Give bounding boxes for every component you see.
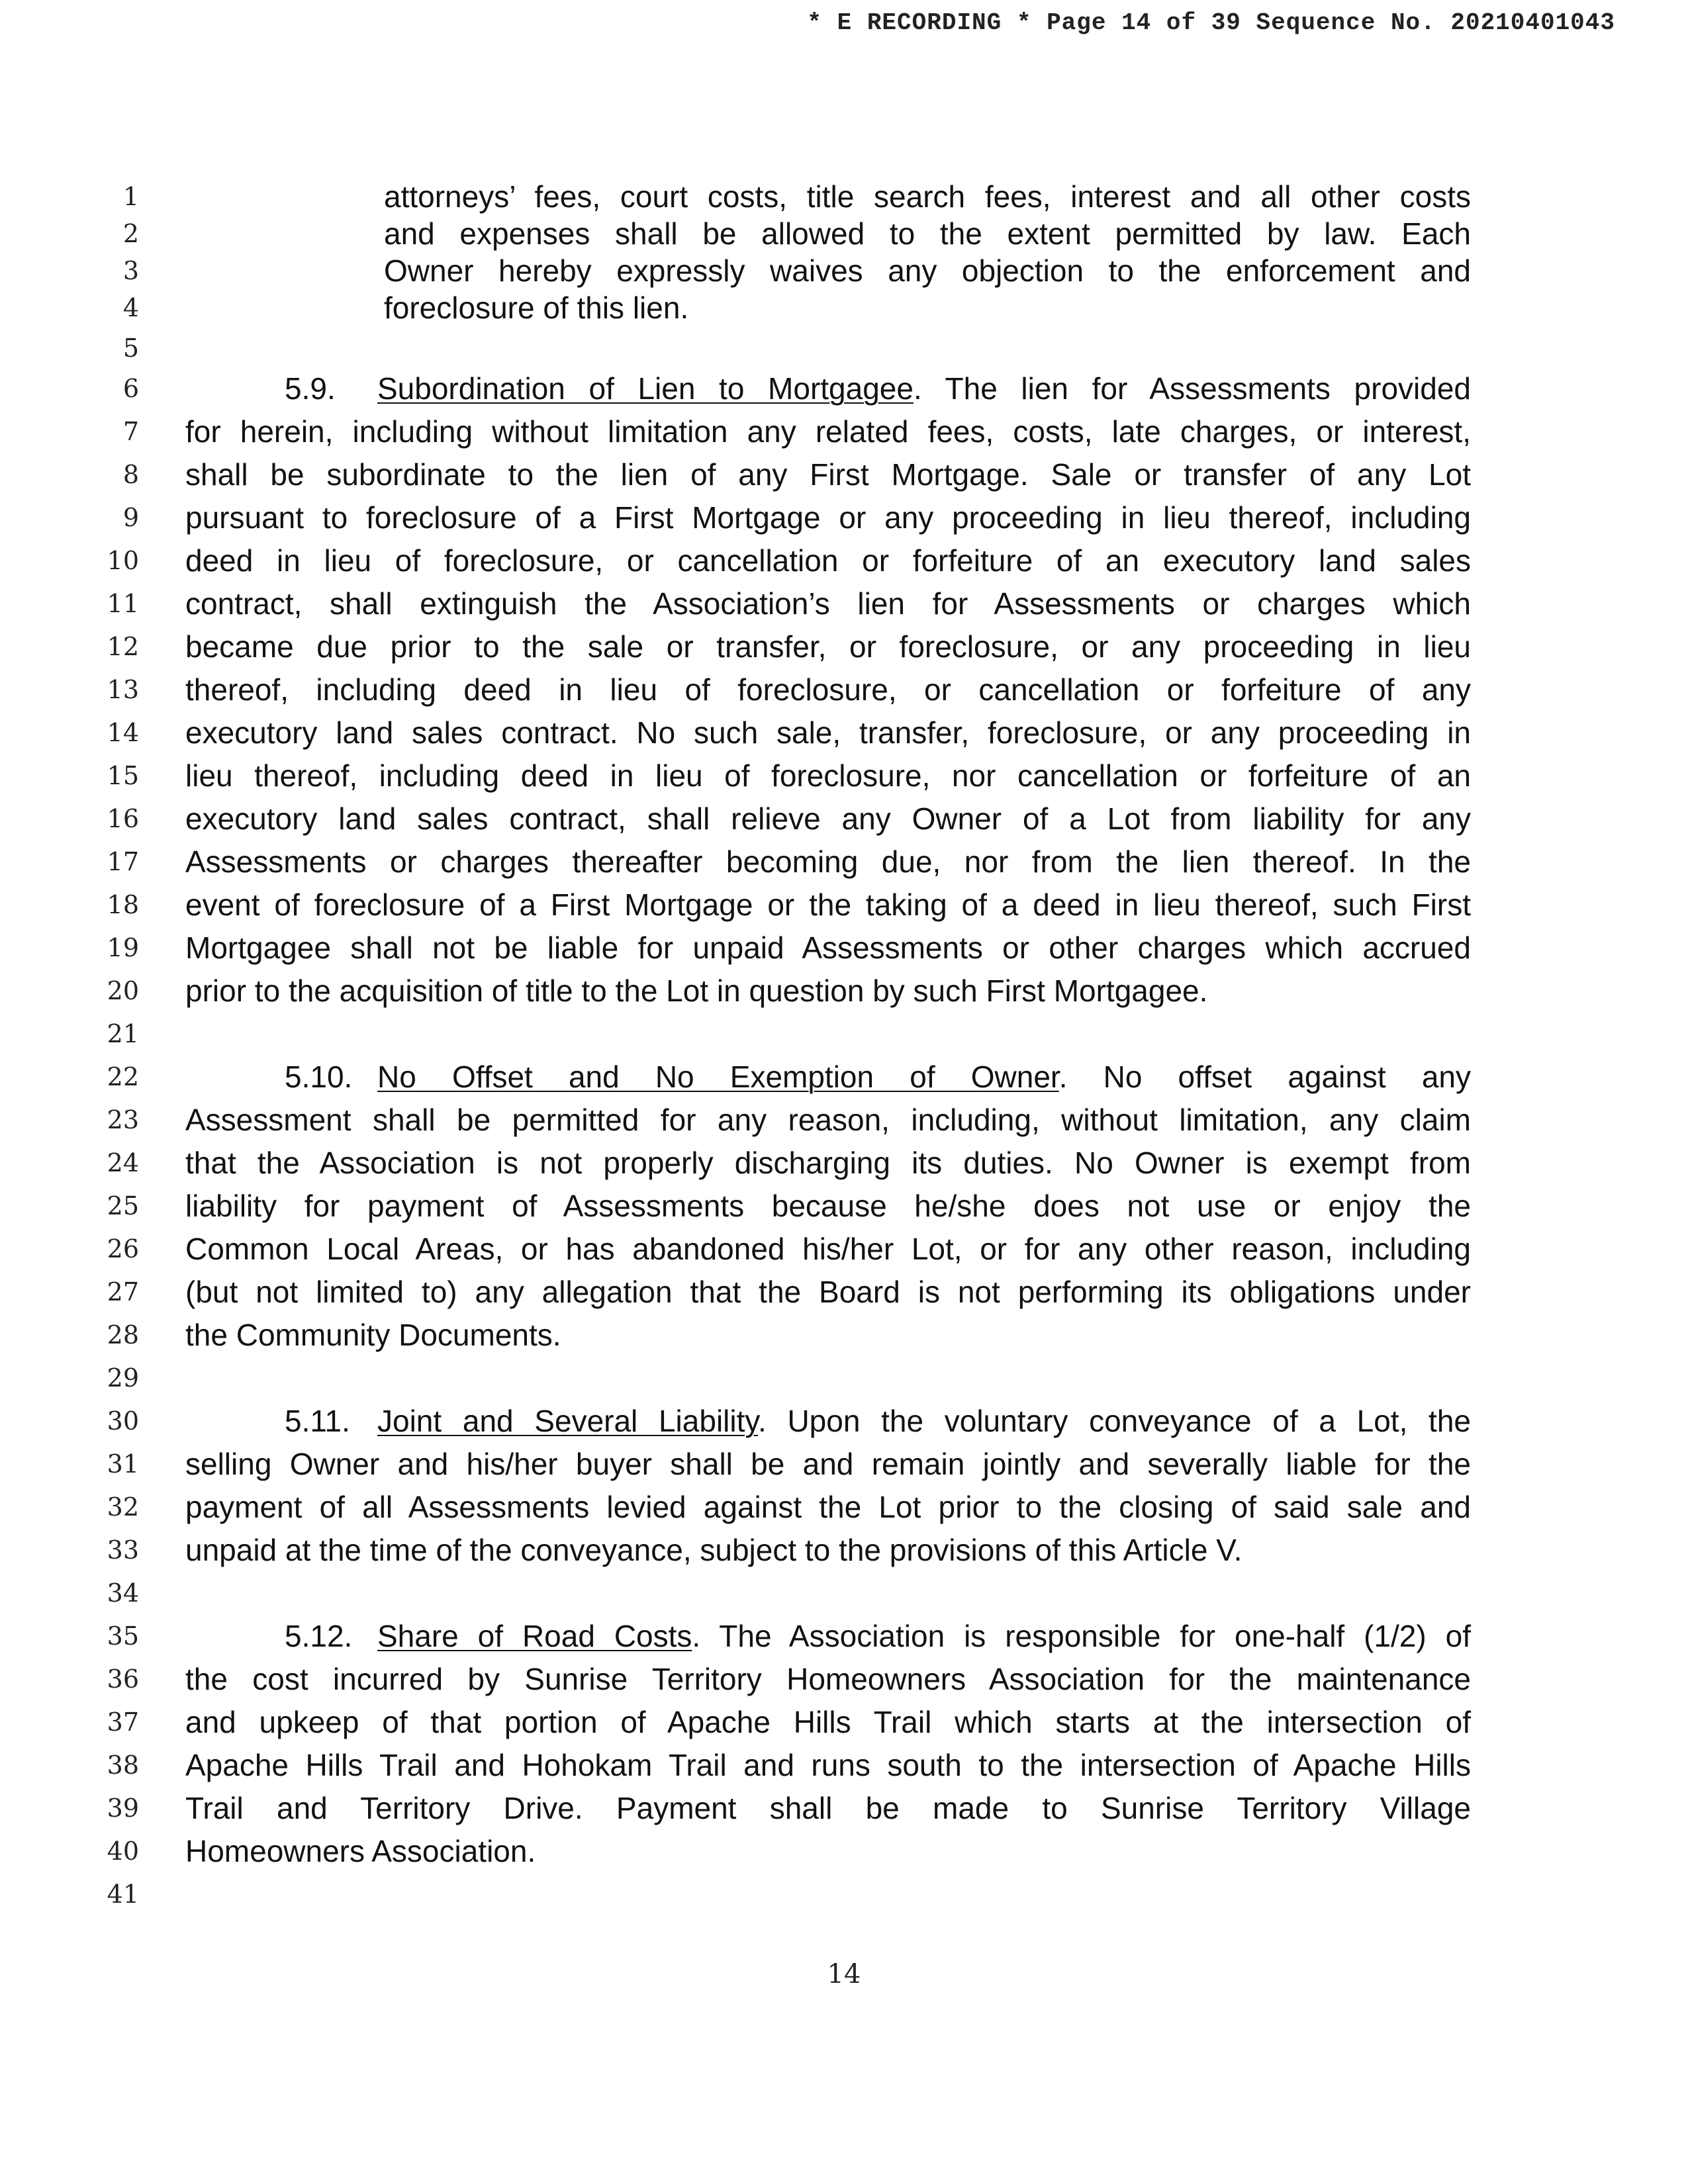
line-number: 24	[107, 1148, 139, 1177]
line-text: Trail and Territory Drive. Payment shall be made to Sunrise Territory Village	[185, 1791, 1471, 1825]
line-text: contract, shall extinguish the Association’s lien for Assessments or charges which	[185, 586, 1471, 621]
section-lead-text: . No offset against any	[1058, 1060, 1471, 1094]
line-text: selling Owner and his/her buyer shall be and remain jointly and severally liable for the	[185, 1447, 1471, 1481]
document-line	[0, 453, 1688, 496]
line-number: 10	[107, 546, 139, 575]
document-line	[0, 287, 1688, 329]
document-line	[0, 1271, 1688, 1313]
document-line	[0, 1013, 1688, 1055]
line-text: for herein, including without limitation any related fees, costs, late charges, or interest,	[185, 414, 1471, 449]
document-line	[0, 327, 1688, 369]
line-number: 19	[107, 933, 139, 962]
line-text	[285, 1056, 1471, 1098]
line-number: 37	[107, 1707, 139, 1737]
line-number: 8	[122, 460, 139, 489]
document-line	[0, 1701, 1688, 1743]
line-number: 7	[122, 417, 139, 446]
line-text: shall be subordinate to the lien of any First Mortgage. Sale or transfer of any Lot	[185, 457, 1471, 492]
document-line	[0, 539, 1688, 582]
line-text: the cost incurred by Sunrise Territory Homeowners Association for the maintenance	[185, 1662, 1471, 1696]
page-number: 14	[827, 1959, 861, 1989]
line-text: Common Local Areas, or has abandoned his/her Lot, or for any other reason, including	[185, 1232, 1471, 1266]
line-text: Mortgagee shall not be liable for unpaid Assessments or other charges which accrued	[185, 931, 1471, 965]
line-number: 17	[107, 847, 139, 876]
section-number: 5.11.	[285, 1404, 350, 1438]
line-number: 36	[107, 1664, 139, 1694]
line-text	[285, 1400, 1471, 1442]
line-text: payment of all Assessments levied against the Lot prior to the closing of said sale and	[185, 1490, 1471, 1524]
line-number: 18	[107, 890, 139, 919]
section-number: 5.12.	[285, 1619, 353, 1653]
line-text: deed in lieu of foreclosure, or cancellation or forfeiture of an executory land sales	[185, 543, 1471, 578]
section-lead-text: . Upon the voluntary conveyance of a Lot, the	[757, 1404, 1471, 1438]
line-number: 5	[122, 334, 139, 363]
document-line	[0, 884, 1688, 926]
line-number: 3	[122, 256, 139, 285]
line-number: 27	[107, 1277, 139, 1306]
line-text: executory land sales contract. No such sale, transfer, foreclosure, or any proceeding in	[185, 715, 1471, 750]
recording-header: * E RECORDING * Page 14 of 39 Sequence No. 20210401043	[807, 9, 1615, 36]
document-line	[0, 496, 1688, 539]
document-line	[0, 1572, 1688, 1614]
document-line	[0, 711, 1688, 754]
line-number: 1	[122, 182, 139, 211]
line-number: 11	[107, 589, 139, 618]
line-number: 22	[107, 1062, 139, 1091]
section-heading-line	[0, 367, 1688, 410]
document-line	[0, 1185, 1688, 1227]
line-text: foreclosure of this lien.	[384, 291, 689, 325]
document-line	[0, 927, 1688, 969]
line-number: 9	[122, 503, 139, 532]
document-line	[0, 1830, 1688, 1872]
line-text: executory land sales contract, shall relieve any Owner of a Lot from liability for any	[185, 801, 1471, 836]
document-line	[0, 212, 1688, 255]
line-number: 23	[107, 1105, 139, 1134]
line-text	[285, 367, 1471, 410]
line-text: Assessments or charges thereafter becoming due, nor from the lien thereof. In the	[185, 844, 1471, 879]
document-line	[0, 668, 1688, 711]
line-text: thereof, including deed in lieu of foreclosure, or cancellation or forfeiture of any	[185, 672, 1471, 707]
document-line	[0, 1873, 1688, 1915]
document-line	[0, 1529, 1688, 1571]
document-line	[0, 797, 1688, 840]
section-number: 5.10.	[285, 1060, 353, 1094]
line-number: 29	[107, 1363, 139, 1392]
section-title: Share of Road Costs	[377, 1619, 692, 1653]
section-heading-line	[0, 1400, 1688, 1442]
line-number: 14	[107, 718, 139, 747]
line-text: Owner hereby expressly waives any objection to the enforcement and	[384, 253, 1471, 288]
line-number: 40	[107, 1837, 139, 1866]
document-line	[0, 970, 1688, 1012]
line-number: 2	[122, 219, 139, 248]
document-line	[0, 175, 1688, 218]
line-text: (but not limited to) any allegation that the Board is not performing its obligations under	[185, 1275, 1471, 1309]
document-line	[0, 1787, 1688, 1829]
line-text: unpaid at the time of the conveyance, subject to the provisions of this Article V.	[185, 1533, 1243, 1567]
line-number: 31	[107, 1449, 139, 1479]
line-text: and expenses shall be allowed to the extent permitted by law. Each	[384, 216, 1471, 251]
document-line	[0, 1314, 1688, 1356]
line-text	[285, 1615, 1471, 1657]
line-text: event of foreclosure of a First Mortgage or the taking of a deed in lieu thereof, such First	[185, 887, 1471, 922]
line-number: 16	[107, 804, 139, 833]
section-heading-line	[0, 1615, 1688, 1657]
line-number: 30	[107, 1406, 139, 1435]
line-number: 13	[107, 675, 139, 704]
line-number: 34	[107, 1578, 139, 1608]
document-line	[0, 410, 1688, 453]
document-line	[0, 1142, 1688, 1184]
document-line	[0, 625, 1688, 668]
document-line	[0, 754, 1688, 797]
section-heading-line	[0, 1056, 1688, 1098]
document-line	[0, 1357, 1688, 1399]
line-number: 6	[122, 374, 139, 403]
section-title: Joint and Several Liability	[377, 1404, 758, 1438]
line-number: 20	[107, 976, 139, 1005]
line-number: 39	[107, 1794, 139, 1823]
line-number: 25	[107, 1191, 139, 1220]
line-text: prior to the acquisition of title to the Lot in question by such First Mortgagee.	[185, 974, 1208, 1008]
line-text: that the Association is not properly discharging its duties. No Owner is exempt from	[185, 1146, 1471, 1180]
line-number: 35	[107, 1621, 139, 1651]
document-line	[0, 250, 1688, 292]
line-number: 28	[107, 1320, 139, 1349]
document-line	[0, 841, 1688, 883]
line-text: lieu thereof, including deed in lieu of foreclosure, nor cancellation or forfeiture of an	[185, 758, 1471, 793]
section-lead-text: . The Association is responsible for one-half (1/2) of	[692, 1619, 1471, 1653]
document-line	[0, 1228, 1688, 1270]
line-number: 15	[107, 761, 139, 790]
document-line	[0, 1099, 1688, 1141]
line-text: became due prior to the sale or transfer, or foreclosure, or any proceeding in lieu	[185, 629, 1471, 664]
section-title: No Offset and No Exemption of Owner	[377, 1060, 1059, 1094]
line-text: liability for payment of Assessments because he/she does not use or enjoy the	[185, 1189, 1471, 1223]
line-text: and upkeep of that portion of Apache Hills Trail which starts at the intersection of	[185, 1705, 1471, 1739]
line-text: pursuant to foreclosure of a First Mortgage or any proceeding in lieu thereof, including	[185, 500, 1471, 535]
line-text: Assessment shall be permitted for any reason, including, without limitation, any claim	[185, 1103, 1471, 1137]
document-line	[0, 1744, 1688, 1786]
line-number: 41	[107, 1880, 139, 1909]
document-line	[0, 1443, 1688, 1485]
line-number: 21	[107, 1019, 139, 1048]
document-line	[0, 582, 1688, 625]
section-number: 5.9.	[285, 371, 336, 406]
document-line	[0, 1658, 1688, 1700]
section-lead-text: . The lien for Assessments provided	[913, 371, 1471, 406]
line-number: 12	[107, 632, 139, 661]
line-text: Homeowners Association.	[185, 1834, 536, 1868]
section-title: Subordination of Lien to Mortgagee	[377, 371, 914, 406]
line-text: attorneys’ fees, court costs, title search fees, interest and all other costs	[384, 179, 1471, 214]
line-number: 32	[107, 1492, 139, 1522]
line-number: 38	[107, 1751, 139, 1780]
line-number: 26	[107, 1234, 139, 1263]
document-line	[0, 1486, 1688, 1528]
line-text: the Community Documents.	[185, 1318, 561, 1352]
line-number: 4	[122, 293, 139, 322]
line-number: 33	[107, 1535, 139, 1565]
line-text: Apache Hills Trail and Hohokam Trail and runs south to the intersection of Apache Hills	[185, 1748, 1471, 1782]
